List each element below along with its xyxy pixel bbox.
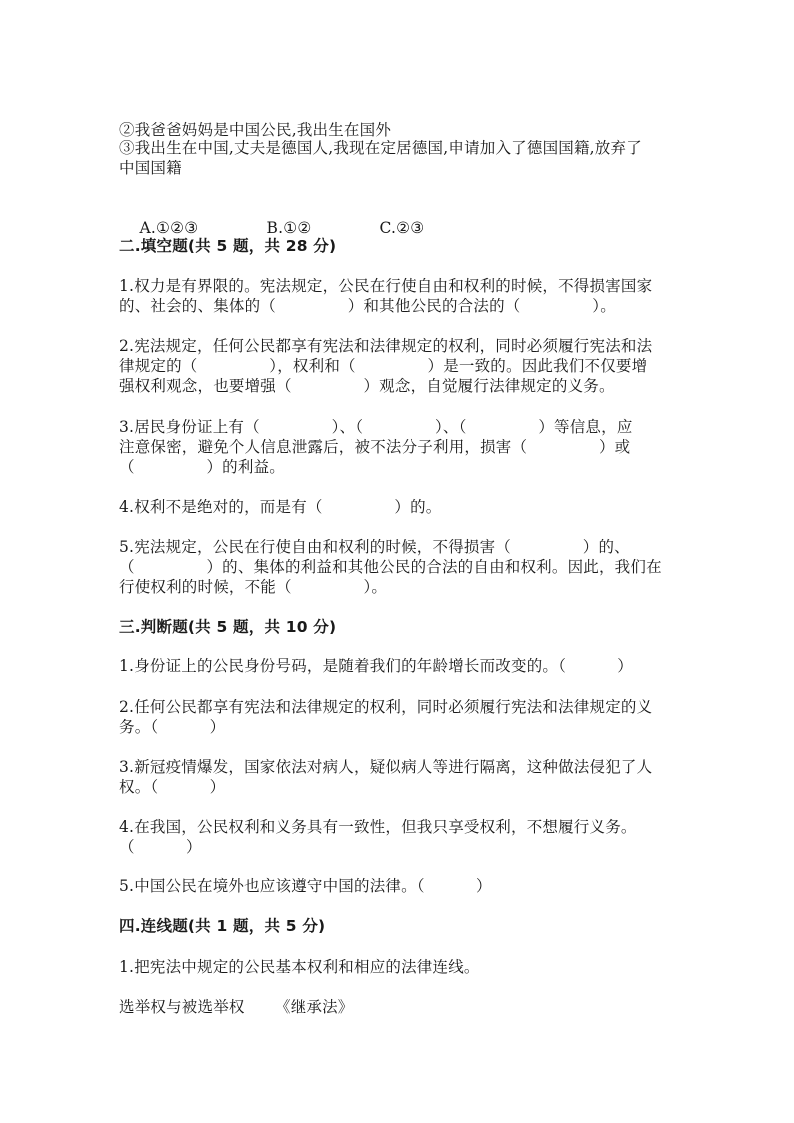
option-3-line-1: ③我出生在中国,丈夫是德国人,我现在定居德国,申请加入了德国国籍,放弃了: [119, 139, 642, 157]
choice-c: C.②③: [379, 219, 425, 237]
option-2: ②我爸爸妈妈是中国公民,我出生在国外: [119, 121, 392, 139]
judge-q3-line-2: 权。（ ）: [119, 778, 226, 796]
judge-q1-line-1: 1.身份证上的公民身份号码，是随着我们的年龄增长而改变的。（ ）: [119, 657, 634, 675]
fill-q3-line-1: 3.居民身份证上有（ ）、（ ）、（ ）等信息，应: [119, 418, 633, 436]
judge-q3-line-1: 3.新冠疫情爆发，国家依法对病人，疑似病人等进行隔离，这种做法侵犯了人: [119, 758, 653, 776]
judge-q4-line-1: 4.在我国，公民权利和义务具有一致性，但我只享受权利，不想履行义务。: [119, 818, 637, 836]
judge-q2-line-1: 2.任何公民都享有宪法和法律规定的权利，同时必须履行宪法和法律规定的义: [119, 698, 653, 716]
fill-q3-line-3: （ ）的利益。: [119, 458, 285, 476]
choice-a: A.①②③: [139, 219, 199, 237]
fill-q5-line-2: （ ）的、集体的利益和其他公民的合法的自由和权利。因此，我们在: [119, 558, 662, 576]
fill-q5-line-3: 行使权利的时候，不能（ ）。: [119, 578, 388, 596]
option-3-line-2: 中国国籍: [119, 159, 182, 177]
fill-q2-line-1: 2.宪法规定，任何公民都享有宪法和法律规定的权利，同时必须履行宪法和法: [119, 337, 653, 355]
section-2-heading: 二.填空题(共 5 题，共 28 分): [119, 237, 337, 255]
match-left-item: 选举权与被选举权: [119, 998, 245, 1016]
fill-q3-line-2: 注意保密，避免个人信息泄露后，被不法分子利用，损害（ ）或: [119, 438, 631, 456]
fill-q2-line-3: 强权利观念，也要增强（ ）观念，自觉履行法律规定的义务。: [119, 377, 615, 395]
match-right-item: 《继承法》: [275, 998, 354, 1016]
section-3-heading: 三.判断题(共 5 题，共 10 分): [119, 618, 337, 636]
judge-q2-line-2: 务。（ ）: [119, 718, 226, 736]
fill-q1-line-2: 的、社会的、集体的（ ）和其他公民的合法的（ ）。: [119, 297, 616, 315]
fill-q4-line-1: 4.权利不是绝对的，而是有（ ）的。: [119, 498, 442, 516]
fill-q1-line-1: 1.权力是有界限的。宪法规定，公民在行使自由和权利的时候，不得损害国家: [119, 277, 653, 295]
match-q1: 1.把宪法中规定的公民基本权利和相应的法律连线。: [119, 958, 480, 976]
fill-q5-line-1: 5.宪法规定，公民在行使自由和权利的时候，不得损害（ ）的、: [119, 538, 630, 556]
section-4-heading: 四.连线题(共 1 题，共 5 分): [119, 917, 326, 935]
choice-b: B.①②: [266, 219, 312, 237]
judge-q4-line-2: （ ）: [119, 838, 202, 856]
judge-q5-line-1: 5.中国公民在境外也应该遵守中国的法律。（ ）: [119, 877, 492, 895]
fill-q2-line-2: 律规定的（ ），权利和（ ）是一致的。因此我们不仅要增: [119, 357, 648, 375]
